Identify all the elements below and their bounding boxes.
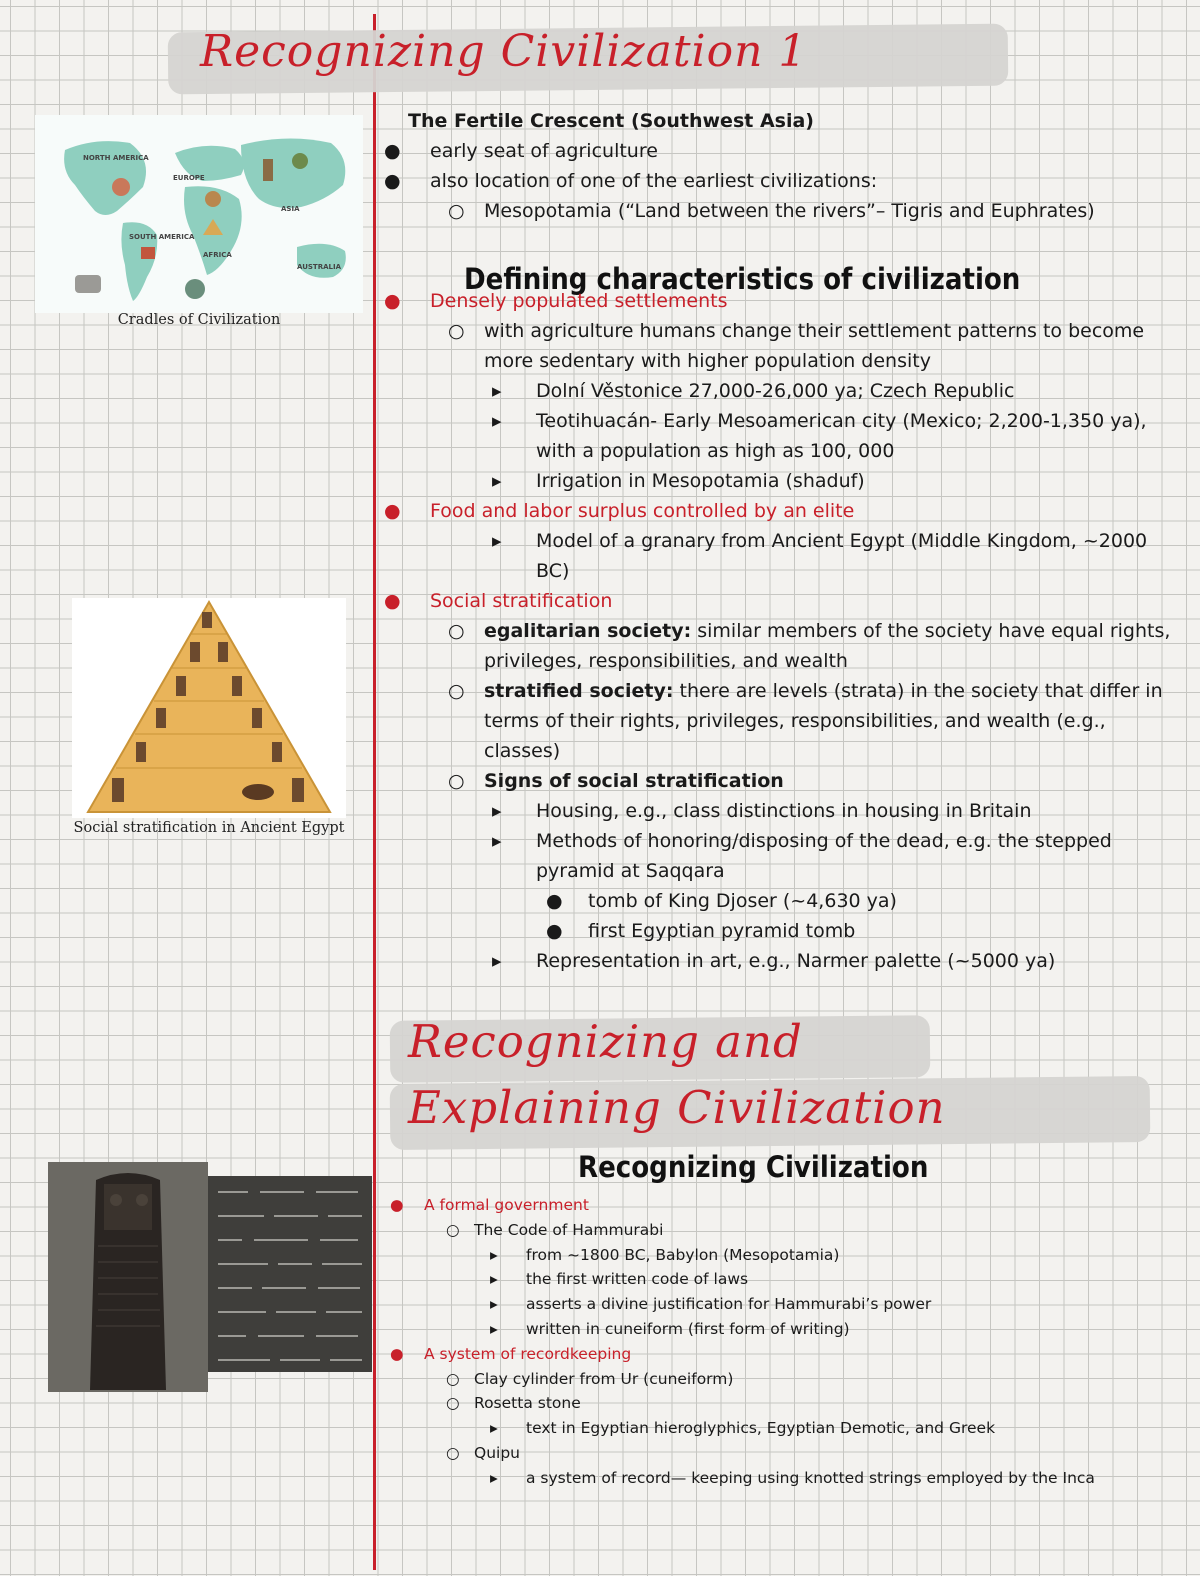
cuneiform-text-image [208, 1176, 372, 1372]
fertile-crescent-heading: The Fertile Crescent (Southwest Asia) [408, 110, 814, 132]
defining-heading: Defining characteristics of civilization [464, 262, 1021, 296]
list-item: ▸ Representation in art, e.g., Narmer palette (~5000 ya) [492, 950, 1056, 972]
list-item: ▸ text in Egyptian hieroglyphics, Egyptian Demotic, and Greek [490, 1419, 996, 1438]
map-label-asia: ASIA [281, 205, 300, 213]
red-margin-line [373, 14, 376, 1570]
list-item: ● also location of one of the earliest civilizations: [384, 170, 878, 192]
list-item: ▸ written in cuneiform (first form of writing) [490, 1319, 850, 1338]
section-title-2a: Recognizing and [408, 1015, 803, 1068]
list-item: ▸ from ~1800 BC, Babylon (Mesopotamia) [490, 1245, 840, 1264]
list-item-recordkeeping: ● A system of recordkeeping [390, 1344, 632, 1363]
cradles-map-figure [35, 115, 363, 313]
list-item: ○ The Code of Hammurabi [446, 1220, 664, 1239]
page-title: Recognizing Civilization 1 [200, 26, 808, 77]
notes-section-1 [384, 106, 1178, 976]
pyramid-caption: Social stratification in Ancient Egypt [73, 820, 345, 836]
map-label-south-america: SOUTH AMERICA [129, 233, 195, 241]
spacer [408, 226, 1178, 286]
list-item: ▸ Teotihuacán- Early Mesoamerican city (Mexico; 2,200-1,350 ya), with a population as high as 100, 000 [492, 410, 1147, 462]
list-item: ● tomb of King Djoser (~4,630 ya) [546, 890, 897, 912]
list-item-dense: ● Densely populated settlements [384, 290, 728, 312]
list-item: ○ Rosetta stone [446, 1394, 581, 1413]
recognizing-subheading: Recognizing Civilization [578, 1150, 929, 1184]
list-item: ○ Clay cylinder from Ur (cuneiform) [446, 1369, 734, 1388]
list-item: ▸ asserts a divine justification for Hammurabi’s power [490, 1295, 932, 1314]
hammurabi-stele-image [48, 1162, 208, 1392]
map-label-europe: EUROPE [173, 174, 205, 182]
list-item-social: ● Social stratification [384, 590, 613, 612]
section-title-2b: Explaining Civilization [408, 1081, 946, 1134]
list-item: ▸ Dolní Věstonice 27,000-26,000 ya; Czech Republic [492, 380, 1015, 402]
list-item: ▸ the first written code of laws [490, 1270, 749, 1289]
list-item: ▸ Irrigation in Mesopotamia (shaduf) [492, 470, 865, 492]
notes-section-2 [390, 1193, 1178, 1491]
list-item: ○ Signs of social stratification [448, 770, 784, 792]
list-item: ▸ Methods of honoring/disposing of the dead, e.g. the stepped pyramid at Saqqara [492, 830, 1112, 882]
map-label-australia: AUSTRALIA [297, 263, 341, 271]
list-item: ○ with agriculture humans change their settlement patterns to become more sedentary with higher population density [448, 320, 1145, 372]
cuneiform-figure [208, 1176, 372, 1372]
list-item: ● first Egyptian pyramid tomb [546, 920, 856, 942]
list-item: ▸ Model of a granary from Ancient Egypt (Middle Kingdom, ~2000 BC) [492, 530, 1148, 582]
hammurabi-stele-figure [48, 1162, 208, 1392]
list-item: ○ egalitarian society: similar members of the society have equal rights, privileges, responsibilities, and wealth [448, 620, 1171, 672]
map-label-north-america: NORTH AMERICA [83, 154, 149, 162]
list-item-food: ● Food and labor surplus controlled by an elite [384, 500, 855, 522]
map-caption: Cradles of Civilization [117, 312, 281, 328]
list-item: ○ Mesopotamia (“Land between the rivers”– Tigris and Euphrates) [448, 200, 1095, 222]
pyramid-figure [72, 598, 346, 818]
map-label-africa: AFRICA [203, 251, 232, 259]
list-item: ● early seat of agriculture [384, 140, 658, 162]
list-item: ▸ a system of record— keeping using knotted strings employed by the Inca [490, 1468, 1095, 1487]
list-item: ▸ Housing, e.g., class distinctions in housing in Britain [492, 800, 1032, 822]
list-item: ○ stratified society: there are levels (strata) in the society that differ in terms of their rights, privileges, responsibilities, and wealth (e.g., classes) [448, 680, 1163, 762]
list-item-government: ● A formal government [390, 1196, 589, 1214]
list-item: ○ Quipu [446, 1443, 520, 1462]
world-map-image [35, 115, 363, 313]
social-pyramid-image [72, 598, 346, 818]
